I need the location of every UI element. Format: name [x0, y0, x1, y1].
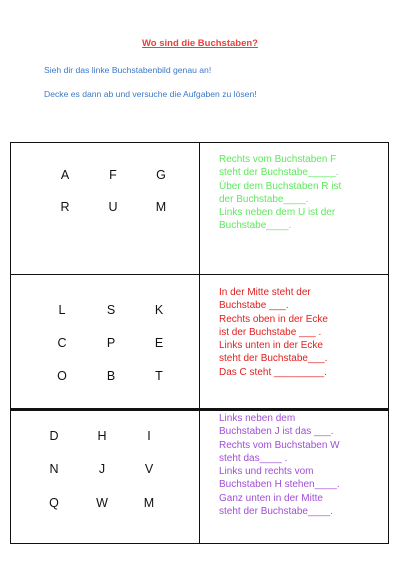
grid-letter: F — [109, 168, 117, 182]
grid-letter: V — [144, 462, 154, 476]
task-line: Buchstabe____. — [219, 220, 292, 232]
instruction-line-1: Sieh dir das linke Buchstabenbild genau an! — [44, 65, 212, 75]
grid-letter: G — [156, 168, 166, 182]
instruction-line-2: Decke es dann ab und versuche die Aufgaben zu lösen! — [44, 89, 257, 99]
task-line: Links unten in der Ecke — [219, 340, 323, 352]
grid-letter: U — [108, 200, 118, 214]
column-divider — [199, 275, 200, 408]
grid-letter: N — [49, 462, 59, 476]
page-title: Wo sind die Buchstaben? — [142, 38, 258, 49]
task-line: Buchstaben H stehen____. — [219, 479, 340, 491]
grid-letter: K — [154, 303, 164, 317]
task-line: Ganz unten in der Mitte — [219, 492, 323, 504]
task-line: In der Mitte steht der — [219, 287, 311, 298]
grid-letter: C — [57, 336, 67, 350]
grid-letter: O — [57, 369, 67, 383]
task-line: Buchstabe ___. — [219, 300, 289, 312]
exercise-row-1 — [10, 142, 389, 275]
task-line: Buchstaben J ist das ___. — [219, 426, 334, 438]
task-text-3 — [219, 412, 340, 518]
task-line: Links neben dem — [219, 413, 296, 424]
task-line: Rechts oben in der Ecke — [219, 313, 328, 325]
grid-letter: S — [106, 303, 116, 317]
task-line: Links neben dem U ist der — [219, 207, 336, 219]
grid-letter: T — [155, 369, 163, 383]
task-text-2 — [219, 286, 328, 379]
grid-letter: A — [60, 168, 70, 182]
grid-letter: R — [60, 200, 70, 214]
grid-letter: M — [155, 200, 167, 214]
grid-letter: I — [147, 429, 151, 443]
column-divider — [199, 411, 200, 543]
task-line: steht der Buchstabe____. — [219, 506, 333, 518]
grid-letter: L — [58, 303, 66, 317]
task-line: steht der Buchstabe___. — [219, 353, 328, 365]
task-line: Rechts vom Buchstaben W — [219, 439, 340, 451]
column-divider — [199, 143, 200, 274]
grid-letter: W — [96, 496, 108, 510]
exercise-row-3 — [10, 409, 389, 544]
grid-letter: J — [98, 462, 106, 476]
task-line: Das C steht _________. — [219, 366, 327, 378]
task-line: Links und rechts vom — [219, 466, 314, 478]
task-line: steht der Buchstabe_____. — [219, 167, 339, 179]
grid-letter: Q — [49, 496, 59, 510]
task-line: steht das____ . — [219, 452, 288, 464]
task-line: Über dem Buchstaben R ist — [219, 180, 342, 192]
grid-letter: M — [143, 496, 155, 510]
task-text-1 — [219, 153, 341, 233]
exercise-row-2 — [10, 275, 389, 409]
exercise-table — [10, 142, 389, 544]
grid-letter: P — [106, 336, 116, 350]
task-line: Rechts vom Buchstaben F — [219, 154, 337, 165]
task-line: der Buchstabe____. — [219, 193, 309, 205]
grid-letter: E — [154, 336, 164, 350]
task-line: ist der Buchstabe ___ . — [219, 326, 322, 338]
grid-letter: H — [97, 429, 107, 443]
grid-letter: D — [49, 429, 59, 443]
grid-letter: B — [106, 369, 116, 383]
